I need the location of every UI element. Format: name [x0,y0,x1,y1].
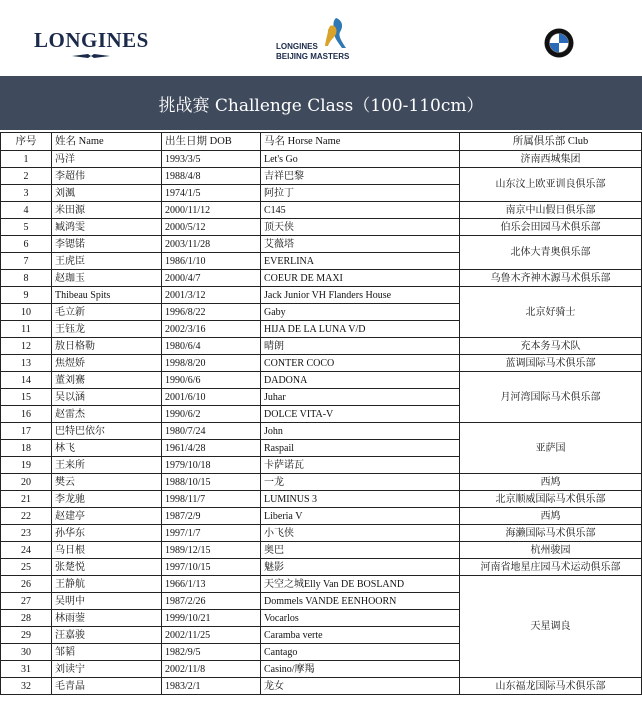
rider-name: 樊云 [52,474,162,491]
horse-name: Gaby [261,304,460,321]
rider-name: 毛青晶 [52,678,162,695]
club-name: 北京好骑士 [460,287,642,338]
horse-name: John [261,423,460,440]
row-number: 10 [1,304,52,321]
longines-logo [34,28,149,53]
horse-name: Vocarlos [261,610,460,627]
rider-dob: 1974/1/5 [162,185,261,202]
rider-name: 赵建亭 [52,508,162,525]
rider-name: 王静航 [52,576,162,593]
table-row [1,372,642,389]
table-body [1,151,642,695]
horse-name: 卡萨诺瓦 [261,457,460,474]
col-header-horse: 马名 Horse Name [261,133,460,151]
horse-name: EVERLINA [261,253,460,270]
club-name: 西鸠 [460,474,642,491]
club-name: 海濑国际马术俱乐部 [460,525,642,542]
horse-name: 天空之城Elly Van DE BOSLAND [261,576,460,593]
row-number: 22 [1,508,52,525]
horse-name: Juhar [261,389,460,406]
table-row [1,219,642,236]
rider-name: 巴特巴依尔 [52,423,162,440]
row-number: 7 [1,253,52,270]
rider-dob: 1997/1/7 [162,525,261,542]
row-number: 5 [1,219,52,236]
rider-dob: 1979/10/18 [162,457,261,474]
club-name: 杭州骏园 [460,542,642,559]
rider-dob: 1997/10/15 [162,559,261,576]
rider-name: 林雨蓥 [52,610,162,627]
horse-name: 阿拉丁 [261,185,460,202]
col-header-dob: 出生日期 DOB [162,133,261,151]
rider-name: 毛立新 [52,304,162,321]
rider-name: 王来所 [52,457,162,474]
rider-dob: 1986/1/10 [162,253,261,270]
table-row [1,202,642,219]
row-number: 28 [1,610,52,627]
row-number: 29 [1,627,52,644]
row-number: 2 [1,168,52,185]
rider-name: 乌日根 [52,542,162,559]
row-number: 25 [1,559,52,576]
row-number: 23 [1,525,52,542]
rider-dob: 2002/3/16 [162,321,261,338]
row-number: 4 [1,202,52,219]
horse-name: 晴朗 [261,338,460,355]
class-title-banner [0,76,642,130]
club-name: 北京顺威国际马术俱乐部 [460,491,642,508]
rider-name: 李龙驰 [52,491,162,508]
horse-name: COEUR DE MAXI [261,270,460,287]
club-name: 蓝调国际马术俱乐部 [460,355,642,372]
header-logos [0,0,642,76]
club-name: 天星调良 [460,576,642,678]
club-name: 山东汶上欧亚训良俱乐部 [460,168,642,202]
horse-name: DADONA [261,372,460,389]
club-name: 西鸠 [460,508,642,525]
rider-name: 李锶锘 [52,236,162,253]
col-header-name: 姓名 Name [52,133,162,151]
table-row [1,270,642,287]
rider-name: 邹韬 [52,644,162,661]
row-number: 32 [1,678,52,695]
rider-dob: 2000/4/7 [162,270,261,287]
rider-name: 林飞 [52,440,162,457]
row-number: 17 [1,423,52,440]
rider-dob: 1983/2/1 [162,678,261,695]
rider-name: 焦煜娇 [52,355,162,372]
row-number: 14 [1,372,52,389]
row-number: 16 [1,406,52,423]
rider-name: 臧鸿雯 [52,219,162,236]
club-name: 月河湾国际马术俱乐部 [460,372,642,423]
rider-dob: 1980/6/4 [162,338,261,355]
horse-name: 龙女 [261,678,460,695]
rider-name: 汪嘉骏 [52,627,162,644]
rider-dob: 2002/11/8 [162,661,261,678]
horse-name: HIJA DE LA LUNA V/D [261,321,460,338]
rider-name: 冯洋 [52,151,162,168]
row-number: 26 [1,576,52,593]
horse-name: Casino/摩羯 [261,661,460,678]
rider-name: 董刘騫 [52,372,162,389]
horse-name: 魅影 [261,559,460,576]
horse-name: Dommels VANDE EENHOORN [261,593,460,610]
row-number: 12 [1,338,52,355]
row-number: 21 [1,491,52,508]
bmw-roundel-icon [544,28,574,58]
horse-name: CONTER COCO [261,355,460,372]
table-row [1,508,642,525]
row-number: 19 [1,457,52,474]
horse-name: DOLCE VITA-V [261,406,460,423]
col-header-number: 序号 [1,133,52,151]
rider-dob: 1990/6/6 [162,372,261,389]
rider-name: 敖日格勒 [52,338,162,355]
rider-dob: 2001/3/12 [162,287,261,304]
horse-name: Caramba verte [261,627,460,644]
row-number: 24 [1,542,52,559]
rider-name: 王虎臣 [52,253,162,270]
masters-logo-line1: LONGINES [276,42,318,51]
table-row [1,559,642,576]
row-number: 6 [1,236,52,253]
club-name: 伯乐会田园马术俱乐部 [460,219,642,236]
rider-dob: 2001/6/10 [162,389,261,406]
row-number: 20 [1,474,52,491]
rider-name: 刘读宁 [52,661,162,678]
rider-name: 赵珈玉 [52,270,162,287]
rider-dob: 1980/7/24 [162,423,261,440]
col-header-club: 所属俱乐部 Club [460,133,642,151]
beijing-masters-logo [272,16,392,64]
rider-dob: 1998/8/20 [162,355,261,372]
club-name: 山东福龙国际马术俱乐部 [460,678,642,695]
club-name: 河南省地星庄园马术运动俱乐部 [460,559,642,576]
rider-name: 张楚悦 [52,559,162,576]
row-number: 8 [1,270,52,287]
class-title: 挑战赛 Challenge Class（100-110cm） [158,95,484,116]
rider-dob: 1966/1/13 [162,576,261,593]
horse-name: 艾薇塔 [261,236,460,253]
rider-dob: 1996/8/22 [162,304,261,321]
winged-hourglass-icon [72,52,110,60]
rider-name: 刘渢 [52,185,162,202]
rider-dob: 1982/9/5 [162,644,261,661]
rider-name: Thibeau Spits [52,287,162,304]
horse-name: Liberia V [261,508,460,525]
table-row [1,236,642,253]
rider-name: 吴明中 [52,593,162,610]
table-row [1,151,642,168]
horse-name: 奥巴 [261,542,460,559]
row-number: 9 [1,287,52,304]
table-row [1,168,642,185]
club-name: 南京中山假日俱乐部 [460,202,642,219]
horse-name: Cantago [261,644,460,661]
row-number: 15 [1,389,52,406]
rider-name: 米田源 [52,202,162,219]
club-name: 乌鲁木齐神木源马术俱乐部 [460,270,642,287]
rider-dob: 1961/4/28 [162,440,261,457]
horse-name: Raspail [261,440,460,457]
horse-name: 吉祥巴黎 [261,168,460,185]
club-name: 亚萨国 [460,423,642,474]
rider-dob: 2003/11/28 [162,236,261,253]
rider-dob: 2000/11/12 [162,202,261,219]
row-number: 31 [1,661,52,678]
row-number: 11 [1,321,52,338]
table-row [1,542,642,559]
horse-name: Let's Go [261,151,460,168]
table-row [1,338,642,355]
rider-dob: 1987/2/26 [162,593,261,610]
row-number: 3 [1,185,52,202]
horse-name: 小飞侠 [261,525,460,542]
horse-rider-icon [322,16,352,50]
table-row [1,525,642,542]
horse-name: 一龙 [261,474,460,491]
rider-dob: 1989/12/15 [162,542,261,559]
table-row [1,491,642,508]
rider-name: 赵雷杰 [52,406,162,423]
table-row [1,355,642,372]
table-row [1,678,642,695]
longines-wordmark: LONGINES [34,28,149,52]
entry-list-table [0,132,642,695]
rider-dob: 1988/10/15 [162,474,261,491]
rider-dob: 1998/11/7 [162,491,261,508]
row-number: 18 [1,440,52,457]
rider-name: 李超伟 [52,168,162,185]
table-header-row [1,133,642,151]
row-number: 27 [1,593,52,610]
rider-name: 吴以涵 [52,389,162,406]
horse-name: 顶天侠 [261,219,460,236]
horse-name: Jack Junior VH Flanders House [261,287,460,304]
table-row [1,576,642,593]
rider-dob: 1999/10/21 [162,610,261,627]
horse-name: LUMINUS 3 [261,491,460,508]
table-row [1,287,642,304]
club-name: 济南西城集团 [460,151,642,168]
rider-dob: 2002/11/25 [162,627,261,644]
rider-dob: 1993/3/5 [162,151,261,168]
club-name: 北体大青奥俱乐部 [460,236,642,270]
table-row [1,474,642,491]
table-row [1,423,642,440]
rider-dob: 1987/2/9 [162,508,261,525]
row-number: 1 [1,151,52,168]
rider-dob: 1990/6/2 [162,406,261,423]
row-number: 30 [1,644,52,661]
rider-dob: 1988/4/8 [162,168,261,185]
club-name: 充本务马术队 [460,338,642,355]
row-number: 13 [1,355,52,372]
rider-name: 王钰龙 [52,321,162,338]
masters-logo-line2: BEIJING MASTERS [276,52,350,61]
rider-name: 孙华东 [52,525,162,542]
rider-dob: 2000/5/12 [162,219,261,236]
horse-name: C145 [261,202,460,219]
